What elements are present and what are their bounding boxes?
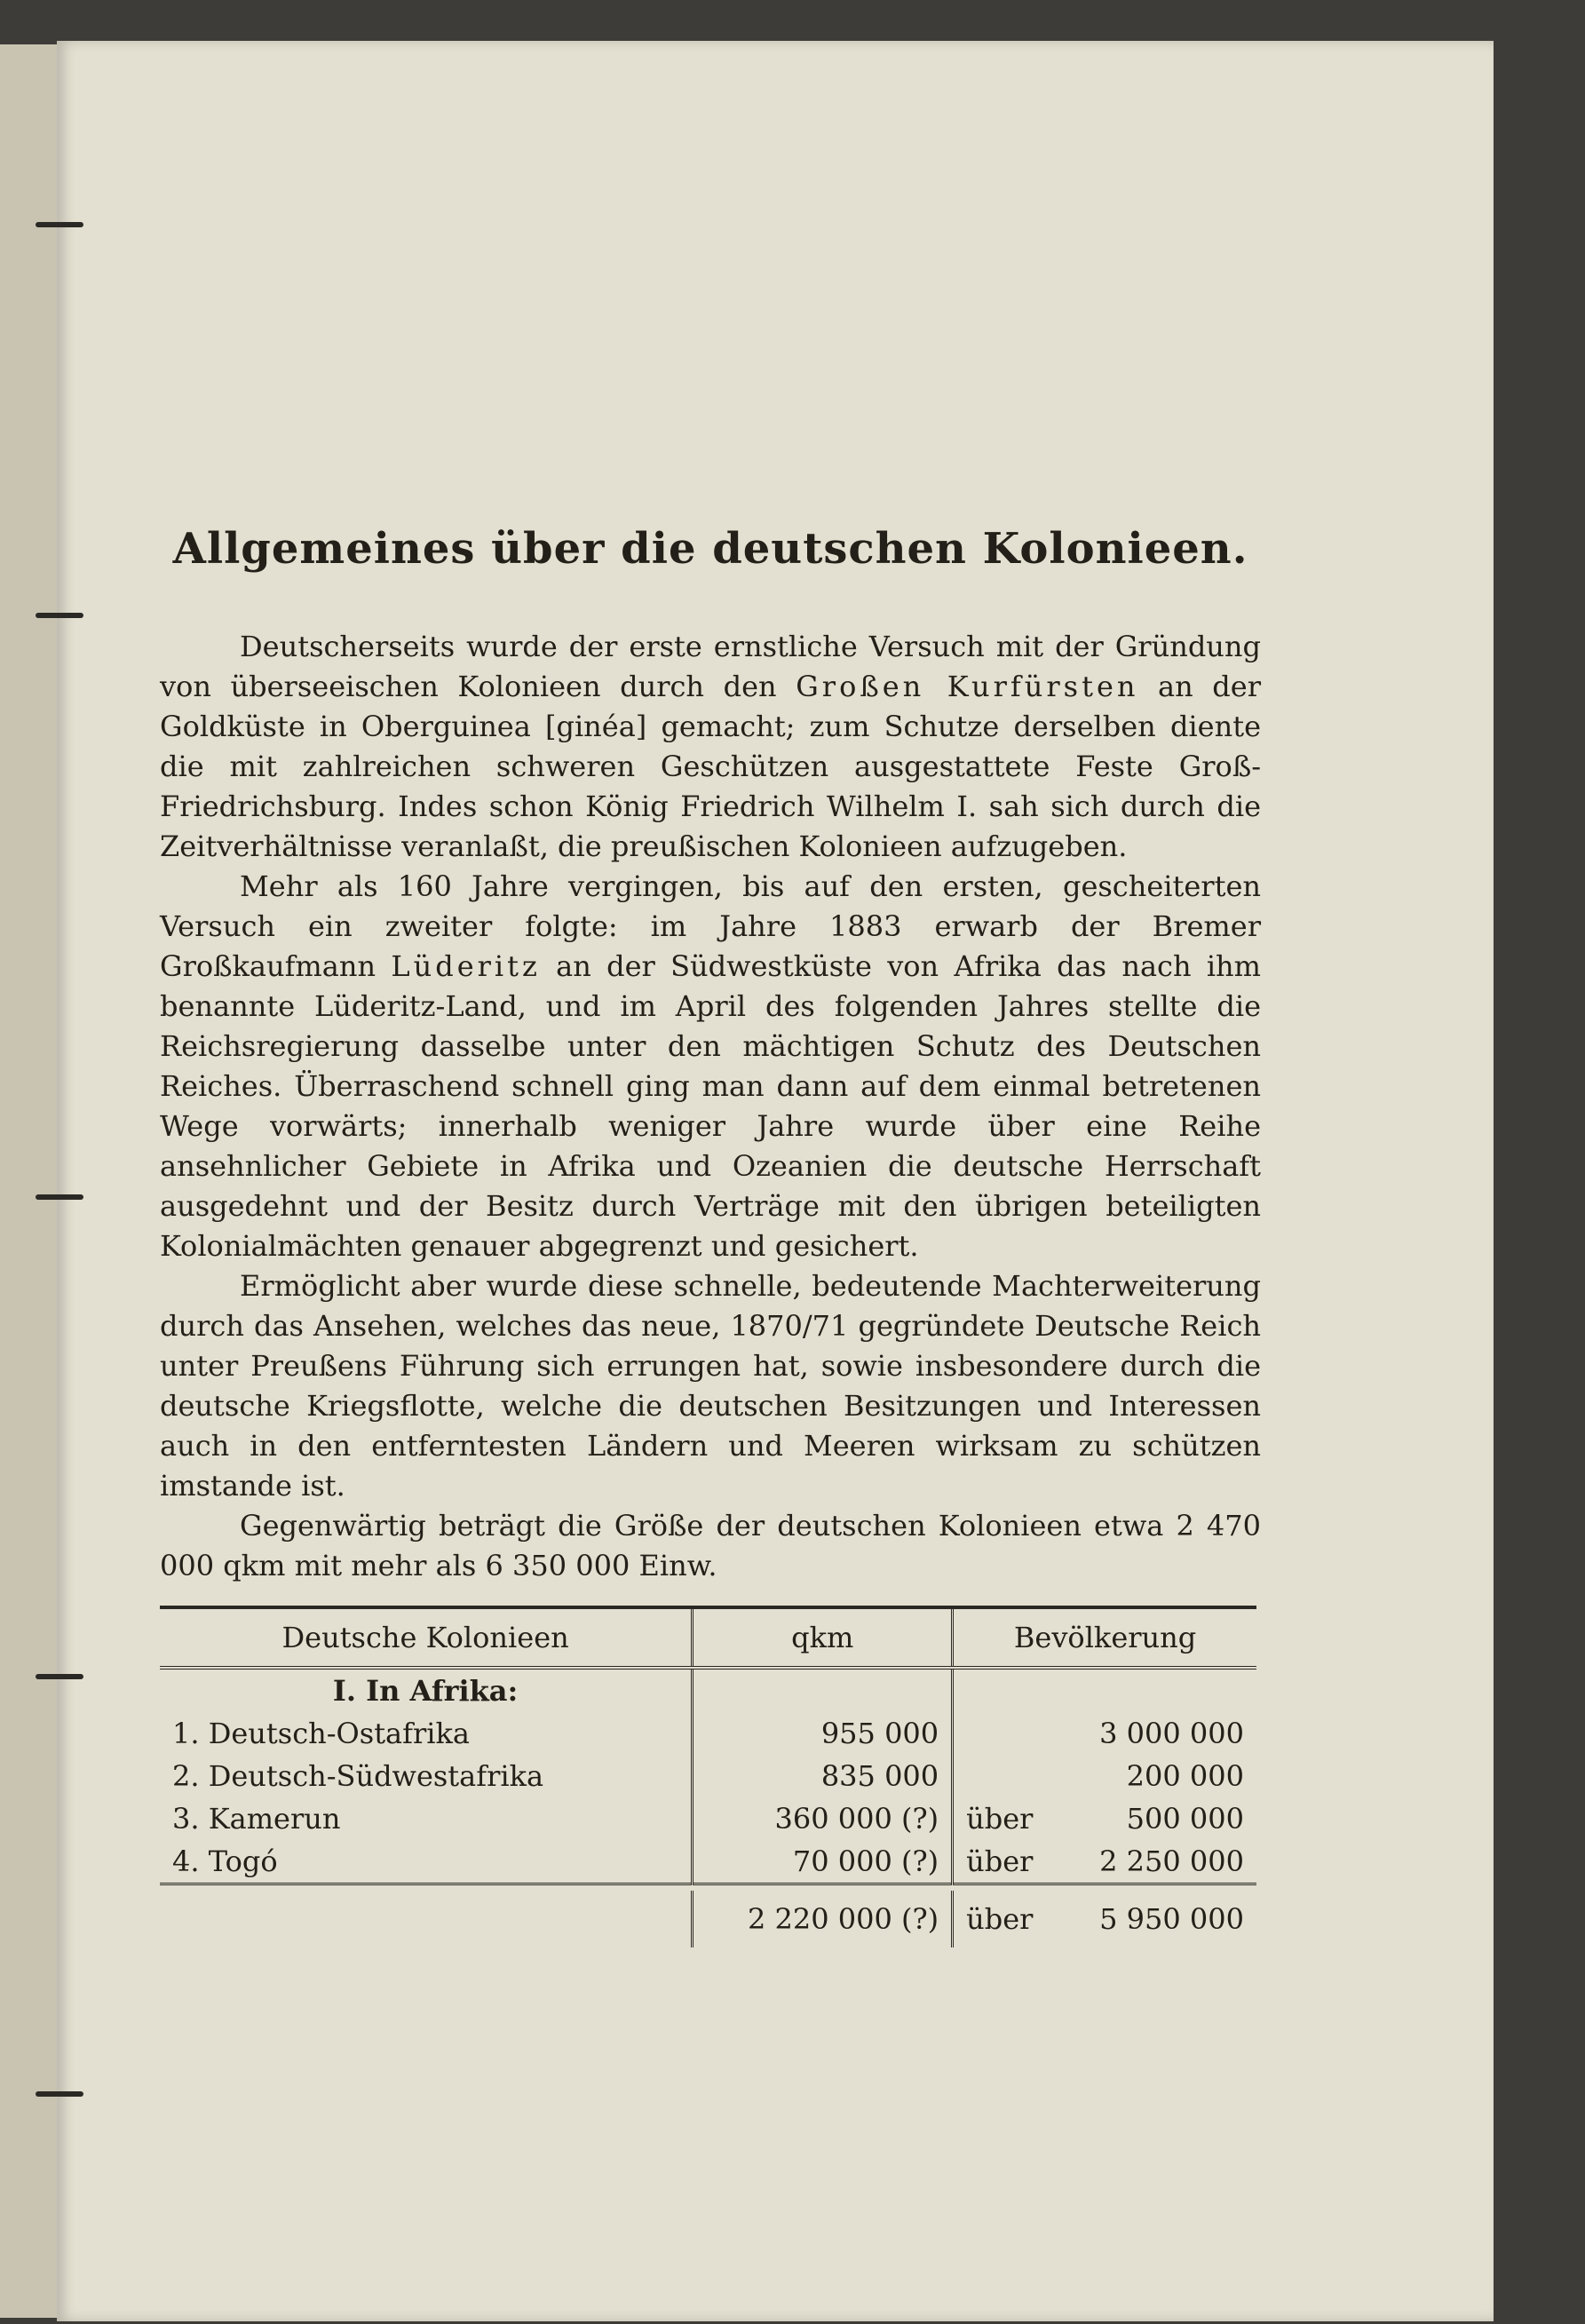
colony-population: 200 000 xyxy=(953,1755,1256,1797)
colony-population: über 2 250 000 xyxy=(953,1840,1256,1884)
colony-area: 835 000 xyxy=(693,1755,953,1797)
binding-stitch xyxy=(36,613,83,618)
colony-name: 2. Deutsch-Südwestafrika xyxy=(172,1759,544,1793)
colony-area: 70 000 (?) xyxy=(693,1840,953,1884)
total-population: über 5 950 000 xyxy=(953,1891,1256,1947)
colony-area: 360 000 (?) xyxy=(693,1797,953,1840)
binding-stitch xyxy=(36,2091,83,2097)
table-row xyxy=(160,1840,1256,1884)
binding-stitch xyxy=(36,1674,83,1679)
paragraph-4: Gegenwärtig beträgt die Größe der deutschen Kolonieen etwa 2 470 000 qkm mit mehr als 6 350 000 Einw. xyxy=(160,1509,1261,1582)
paragraph-3: Ermöglicht aber wurde diese schnelle, bedeutende Machterweiterung durch das Ansehen, welches das neue, 1870/71 gegründete Deutsche Reich unter Preußens Führung sich errungen hat, sowie insbesondere durch die deutsche Kriegsflotte, welche die deutschen Besitzungen und Interessen auch in den entferntesten Ländern und Meeren wirksam zu schützen imstande ist. xyxy=(160,1269,1261,1503)
table-total-row xyxy=(160,1891,1256,1947)
column-header-population: Bevölkerung xyxy=(953,1607,1256,1668)
paragraph-1 xyxy=(160,627,1261,867)
table-section-row xyxy=(160,1668,1256,1712)
colony-area: 955 000 xyxy=(693,1712,953,1755)
table-row xyxy=(160,1755,1256,1797)
column-header-colony: Deutsche Kolonieen xyxy=(160,1607,693,1668)
total-area: 2 220 000 (?) xyxy=(693,1891,953,1947)
binding-stitch xyxy=(36,1194,83,1200)
colony-name: 3. Kamerun xyxy=(172,1802,341,1836)
binding-stitch xyxy=(36,222,83,227)
colony-name: 4. Togó xyxy=(172,1844,278,1878)
colonies-table xyxy=(160,1606,1256,1947)
table-total-separator xyxy=(160,1884,1256,1892)
section-label: I. In Afrika: xyxy=(332,1674,519,1708)
emphasized-text: Lüderitz xyxy=(391,949,541,983)
table-row xyxy=(160,1712,1256,1755)
page-content xyxy=(160,524,1261,1947)
paragraph-2 xyxy=(160,867,1261,1266)
facing-page-edge xyxy=(0,44,65,2318)
table-row xyxy=(160,1797,1256,1840)
colony-population: über 500 000 xyxy=(953,1797,1256,1840)
paragraph-text: an der Goldküste in Oberguinea [ginéa] gemacht; zum Schutze derselben diente die mit zahlreichen schweren Geschützen ausgestattete Feste Groß-Friedrichsburg. Indes schon König Friedrich Wilhelm I. sah sich durch die Zeitverhältnisse veranlaßt, die preußischen Kolonieen aufzugeben. xyxy=(160,670,1262,863)
colony-name: 1. Deutsch-Ostafrika xyxy=(172,1717,470,1750)
paragraph-text: Deutscherseits wurde der erste ernstliche Versuch mit der Gründung von überseeischen Kolonieen durch den xyxy=(160,630,1261,703)
paragraph-text: an der Südwestküste von Afrika das nach ihm benannte Lüderitz-Land, und im April des folgenden Jahres stellte die Reichsregierung dasselbe unter den mächtigen Schutz des Deutschen Reiches. Überraschend schnell ging man dann auf dem einmal betretenen Wege vorwärts; innerhalb weniger Jahre wurde über eine Reihe ansehnlicher Gebiete in Afrika und Ozeanien die deutsche Herrschaft ausgedehnt und der Besitz durch Verträge mit den übrigen beteiligten Kolonialmächten genauer abgegrenzt und gesichert. xyxy=(160,949,1262,1263)
paragraph-text: Mehr als 160 Jahre vergingen, bis auf den ersten, gescheiterten Versuch ein zweiter folgte: im Jahre 1883 erwarb der Bremer Großkaufmann xyxy=(160,869,1261,983)
colony-population: 3 000 000 xyxy=(953,1712,1256,1755)
emphasized-text: Großen Kurfürsten xyxy=(796,670,1139,703)
page-title: Allgemeines über die deutschen Kolonieen. xyxy=(172,524,1248,574)
table-header-row xyxy=(160,1607,1256,1668)
column-header-area: qkm xyxy=(693,1607,953,1668)
